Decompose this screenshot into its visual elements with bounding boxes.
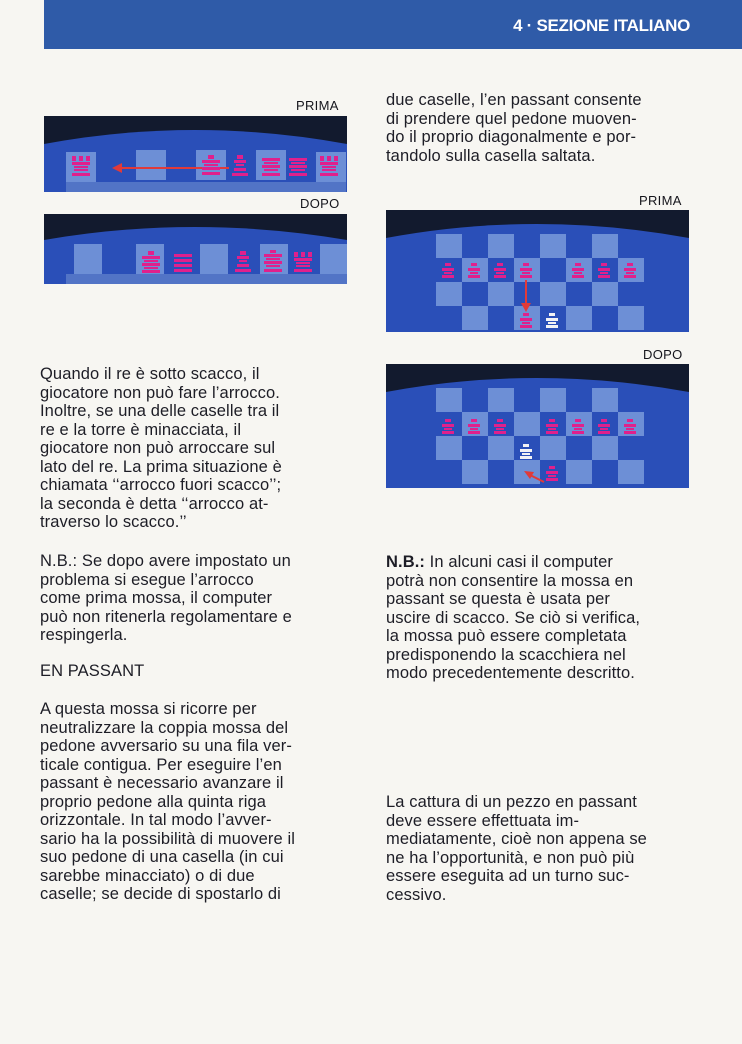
castle-after-caption: DOPO	[300, 196, 340, 211]
nb-paragraph-right	[386, 553, 706, 683]
castle-before-screen	[44, 116, 347, 192]
capture-paragraph: La cattura di un pezzo en passant deve essere effettuata im- mediatamente, cioè non appena se ne ha l’opportunità, e non può più essere eseguita ad un turno suc- cessivo.	[386, 793, 647, 904]
nb-text: In alcuni casi il computer potrà non consentire la mossa en passant se questa è usata per uscire di scacco. Se ciò si verifica, la mossa può essere completata predisponendo la scacchiera nel modo precedentemente descritto.	[386, 553, 641, 682]
section-title: 4 · SEZIONE ITALIANO	[513, 16, 690, 35]
castling-paragraph: Quando il re è sotto scacco, il giocatore non può fare l’arrocco. Inoltre, se una delle caselle tra il re e la torre è minacciata, il giocatore non può arroccare sul lato del re. La prima situazione è chiamata ‘‘arrocco fuori scacco’’; la seconda è detta ‘‘arrocco at- traverso lo scacco.’’	[40, 365, 282, 531]
nb-label: N.B.:	[386, 553, 425, 571]
rook-icon	[72, 156, 90, 176]
enpassant-after-caption: DOPO	[643, 347, 683, 362]
en-passant-paragraph: A questa mossa si ricorre per neutralizzare la coppia mossa del pedone avversario su una fila ver- ticale contigua. Per eseguire l’en passant è necessario avanzare il proprio pedone alla quinta riga orizzontale. In tal modo l’avver- sario ha la possibilità di muovere il suo pedone di una casella (in cui sarebbe minacciato) o di due caselle; se decide di spostarlo di	[40, 700, 295, 903]
enpassant-after-screen	[386, 364, 689, 488]
castle-after-screen	[44, 214, 347, 284]
enpassant-before-screen	[386, 210, 689, 332]
nb-paragraph-left: N.B.: Se dopo avere impostato un problema si esegue l’arrocco come prima mossa, il computer può non ritenerla regolamentare e respingerla.	[40, 552, 292, 644]
enpassant-before-caption: PRIMA	[639, 193, 682, 208]
header-bar	[44, 0, 742, 49]
en-passant-heading: EN PASSANT	[40, 662, 145, 680]
castle-before-caption: PRIMA	[296, 98, 339, 113]
continuation-paragraph: due caselle, l’en passant consente di prendere quel pedone muoven- do il proprio diagonalmente e por- tandolo sulla casella saltata.	[386, 91, 642, 165]
